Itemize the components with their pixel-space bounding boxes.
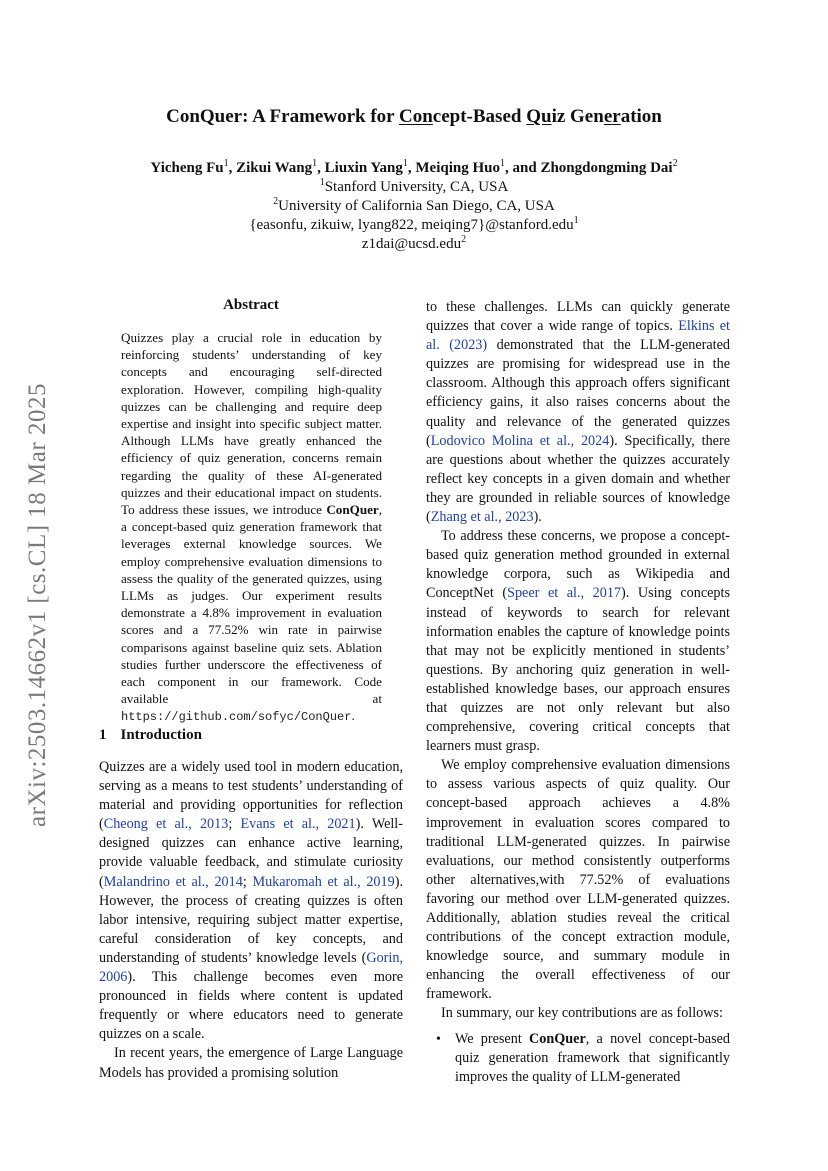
title-underlined-qu: Qu [526, 106, 552, 127]
citation-link[interactable]: Speer et al., 2017 [507, 585, 622, 602]
right-column-body [426, 298, 730, 1087]
abstract-body [121, 329, 382, 727]
author-affil-sup: 1 [402, 158, 408, 169]
email-ucsd [0, 234, 828, 253]
author-separator: , [407, 160, 416, 176]
paragraph-text: ; [242, 873, 253, 890]
author-name: Liuxin Yang [324, 160, 403, 176]
framework-name: ConQuer [529, 1030, 586, 1047]
affil-sup: 2 [461, 234, 467, 245]
framework-name: ConQuer [326, 502, 379, 518]
list-item [426, 1030, 730, 1087]
title-underlined-er: er [603, 106, 621, 127]
citation-link[interactable]: Zhang et al., 2023 [430, 509, 534, 526]
abstract-text: , a concept-based quiz generation framework that leverages external knowledge sources. We employ comprehensive evaluation dimensions to assess the quality of the generated quizzes, using LLMs as judges. Our experiment results demonstrate a 4.8% improvement in evaluation scores and a 77.52% win rate in pairwise comparisons against baseline quiz sets. Ablation studies further underscore the effectiveness of each component in our framework. Code available at [121, 502, 382, 707]
title-part: cept-Based [432, 106, 527, 127]
contributions-list [426, 1030, 730, 1087]
author-name: Zikui Wang [236, 160, 313, 176]
affil-sup: 1 [319, 177, 325, 188]
author-separator: , [317, 160, 325, 176]
title-part: ation [620, 106, 662, 127]
affil-sup: 2 [273, 196, 279, 207]
title-part: iz Gen [551, 106, 604, 127]
intro-paragraph-2: In recent years, the emergence of Large Language Models has provided a promising solution [99, 1045, 403, 1081]
affil-text: University of California San Diego, CA, USA [278, 198, 555, 214]
section-heading-introduction [99, 727, 202, 744]
col2-paragraph-1 [426, 298, 730, 527]
arxiv-id-text: arXiv:2503.14662v1 [cs.CL] 18 Mar 2025 [24, 383, 52, 827]
author-affil-sup: 1 [223, 158, 229, 169]
author-name: Meiqing Huo [415, 160, 500, 176]
code-url-link[interactable]: https://github.com/sofyc/ConQuer [121, 710, 352, 725]
affil-text: Stanford University, CA, USA [324, 179, 509, 195]
bullet-icon: • [436, 1031, 441, 1047]
email-stanford [0, 215, 828, 234]
abstract-heading: Abstract [223, 297, 279, 313]
paragraph-text: To address these concerns, we propose a concept-based quiz generation method grounded in external knowledge corpora, such as Wikipedia and ConceptNet ( [426, 528, 730, 602]
paragraph-text: ). However, the process of creating quizzes is often labor intensive, requiring subject matter expertise, careful consideration of key concepts, and understanding of students’ knowledge levels ( [99, 873, 403, 966]
arxiv-identifier [18, 365, 58, 845]
paper-title [0, 106, 828, 128]
paragraph-text: demonstrated that the LLM-generated quizzes are promising for widespread use in the classroom. Although this approach offers significant efficiency gains, it also raises concerns about the quality and relevance of the generated quizzes ( [426, 337, 730, 449]
introduction-body [99, 758, 403, 1083]
author-name: Zhongdongming Dai [540, 160, 673, 176]
paragraph-text: ). Specifically, there are questions about whether the quizzes accurately reflect key concepts in a given domain and whether they are grounded in reliable sources of knowledge ( [426, 432, 730, 526]
author-list [0, 158, 828, 177]
paragraph-text: ). [533, 509, 542, 526]
affiliation-1 [0, 177, 828, 196]
paragraph-text: ). This challenge becomes even more pronounced in fields where content is updated frequently or where educators need to generate quizzes on a scale. [99, 969, 403, 1043]
email-text: {easonfu, zikuiw, lyang822, meiqing7}@stanford.edu [249, 217, 574, 233]
citation-link[interactable]: Mukaromah et al., 2019 [252, 873, 395, 890]
abstract-text: . [351, 708, 355, 724]
paragraph-text: ). Well-designed quizzes can enhance active learning, provide valuable feedback, and stimulate curiosity ( [99, 816, 403, 890]
email-text: z1dai@ucsd.edu [361, 236, 462, 252]
citation-link[interactable]: Elkins et al. (2023) [426, 318, 730, 354]
section-title: Introduction [120, 727, 202, 743]
intro-paragraph-1 [99, 758, 403, 1044]
paragraph-text: to these challenges. LLMs can quickly generate quizzes that cover a wide range of topics. [426, 299, 730, 335]
affil-sup: 1 [573, 215, 579, 226]
citation-link[interactable]: Malandrino et al., 2014 [103, 873, 243, 890]
citation-link[interactable]: Gorin, 2006 [99, 949, 403, 986]
paragraph-text: ). Using concepts instead of keywords to search for relevant information enables the capture of knowledge points that may not be explicitly mentioned in students’ questions. By anchoring quiz generation in well-established knowledge bases, our approach ensures that quizzes are not only relevant but also comprehensive, covering critical concepts that learners must grasp. [426, 585, 730, 755]
list-item-text: We present [455, 1030, 530, 1047]
abstract-text: Quizzes play a crucial role in education by reinforcing students’ understanding of key concepts and encouraging self-directed exploration. However, compiling high-quality quizzes can be challenging and require deep expertise and insight into specific subject matter. Although LLMs have greatly enhanced the efficiency of quiz generation, concerns remain regarding the quality of these AI-generated quizzes and their educational impact on students. To address these issues, we introduce [121, 330, 382, 518]
author-separator: , and [505, 160, 541, 176]
citation-link[interactable]: Cheong et al., 2013 [103, 816, 229, 833]
list-item-text: , a novel concept-based quiz generation framework that significantly improves the quality of LLM-generated [455, 1030, 730, 1085]
paragraph-text: Quizzes are a widely used tool in modern education, serving as a means to test students’ understanding of material and providing opportunities for reflection ( [99, 759, 403, 833]
author-affil-sup: 1 [312, 158, 318, 169]
title-part: ConQuer: A Framework for [166, 106, 399, 127]
section-number: 1 [99, 727, 107, 743]
col2-paragraph-2 [426, 527, 730, 756]
author-affil-sup: 2 [672, 158, 678, 169]
citation-link[interactable]: Evans et al., 2021 [240, 816, 356, 833]
col2-paragraph-4: In summary, our key contributions are as follows: [441, 1005, 723, 1022]
col2-paragraph-3: We employ comprehensive evaluation dimensions to assess various aspects of quiz quality. Our concept-based approach achieves a 4.8% improvement in evaluation scores compared to traditional LLM-generated quizzes. In pairwise evaluations, our method consistently outperforms other alternatives,with 77.52% of evaluations favoring our method over LLM-generated quizzes. Additionally, ablation studies reveal the critical contributions of the concept extraction module, knowledge source, and summary module in enhancing the overall effectiveness of our framework. [426, 757, 730, 1003]
author-name: Yicheng Fu [150, 160, 224, 176]
author-separator: , [228, 160, 237, 176]
affiliation-2 [0, 196, 828, 215]
citation-link[interactable]: Lodovico Molina et al., 2024 [430, 432, 610, 449]
title-underlined-con: Con [399, 106, 433, 127]
author-affil-sup: 1 [500, 158, 505, 169]
paragraph-text: ; [228, 816, 241, 833]
